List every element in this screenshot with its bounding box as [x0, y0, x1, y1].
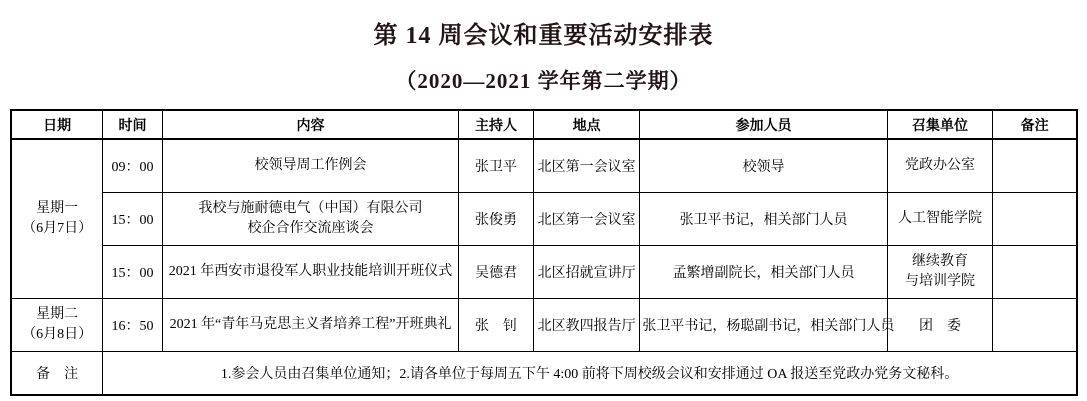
table-row — [11, 193, 1077, 246]
organizer-cell: 团 委 — [887, 299, 993, 352]
header-cell-time: 时间 — [103, 110, 163, 139]
organizer-line: 人工智能学院 — [897, 210, 982, 226]
remark-cell — [993, 193, 1077, 246]
organizer-line: 继续教育 — [911, 253, 968, 269]
organizer-cell — [887, 139, 993, 193]
host-cell: 张 钊 — [459, 299, 534, 352]
time-cell: 09：00 — [103, 139, 163, 193]
header-cell-organizer: 召集单位 — [887, 110, 993, 139]
content-line: 校企合作交流座谈会 — [247, 221, 374, 236]
table-row — [11, 246, 1077, 299]
organizer-cell — [887, 246, 993, 299]
day-label: 星期二 — [36, 306, 79, 322]
content-line: 2021 年西安市退役军人职业技能培训开班仪式 — [168, 263, 453, 279]
content-cell — [162, 299, 458, 352]
date-cell-tuesday — [11, 299, 103, 352]
organizer-cell — [887, 193, 993, 246]
remark-cell — [993, 246, 1077, 299]
organizer-line: 党政办公室 — [904, 157, 975, 173]
date-label: （6月7日） — [22, 221, 93, 236]
participants-cell: 孟繁增副院长，相关部门人员 — [640, 246, 887, 299]
time-cell: 15：00 — [103, 246, 163, 299]
table-row — [11, 139, 1077, 193]
participants-cell: 校领导 — [640, 139, 887, 193]
day-label: 星期一 — [36, 200, 79, 216]
header-row — [11, 110, 1077, 139]
content-line: 我校与施耐德电气（中国）有限公司 — [198, 200, 423, 216]
remarks-label-cell: 备 注 — [11, 352, 103, 396]
header-cell-date: 日期 — [11, 110, 103, 139]
content-line: 校领导周工作例会 — [254, 157, 367, 173]
header-cell-content: 内容 — [162, 110, 458, 139]
host-cell: 张卫平 — [459, 139, 534, 193]
participants-cell: 张卫平书记，相关部门人员 — [640, 193, 887, 246]
content-line: 2021 年“青年马克思主义者培养工程”开班典礼 — [169, 316, 452, 332]
time-cell: 16：50 — [103, 299, 163, 352]
header-cell-participants: 参加人员 — [640, 110, 887, 139]
header-cell-remark: 备注 — [993, 110, 1077, 139]
header-cell-host: 主持人 — [459, 110, 534, 139]
schedule-table — [10, 109, 1078, 396]
remark-cell — [993, 139, 1077, 193]
remarks-note-cell: 1.参会人员由召集单位通知；2.请各单位于每周五下午 4:00 前将下周校级会议和安排通过 OA 报送至党政办党务文秘科。 — [103, 352, 1077, 396]
table-row — [11, 299, 1077, 352]
participants-cell: 张卫平书记，杨聪副书记，相关部门人员 — [640, 299, 887, 352]
location-cell: 北区教四报告厅 — [533, 299, 640, 352]
location-cell: 北区第一会议室 — [533, 193, 640, 246]
page-subtitle: （2020—2021 学年第二学期） — [395, 69, 692, 93]
remark-cell — [993, 299, 1077, 352]
header-cell-location: 地点 — [533, 110, 640, 139]
host-cell: 吴德君 — [459, 246, 534, 299]
content-cell — [162, 246, 458, 299]
page-title: 第 14 周会议和重要活动安排表 — [373, 23, 714, 49]
organizer-line: 与培训学院 — [904, 274, 975, 289]
content-cell — [162, 193, 458, 246]
remarks-row — [11, 352, 1077, 396]
date-label: （6月8日） — [22, 327, 93, 342]
date-cell-monday — [11, 139, 103, 299]
content-cell — [162, 139, 458, 193]
time-cell: 15：00 — [103, 193, 163, 246]
host-cell: 张俊勇 — [459, 193, 534, 246]
location-cell: 北区第一会议室 — [533, 139, 640, 193]
location-cell: 北区招就宣讲厅 — [533, 246, 640, 299]
